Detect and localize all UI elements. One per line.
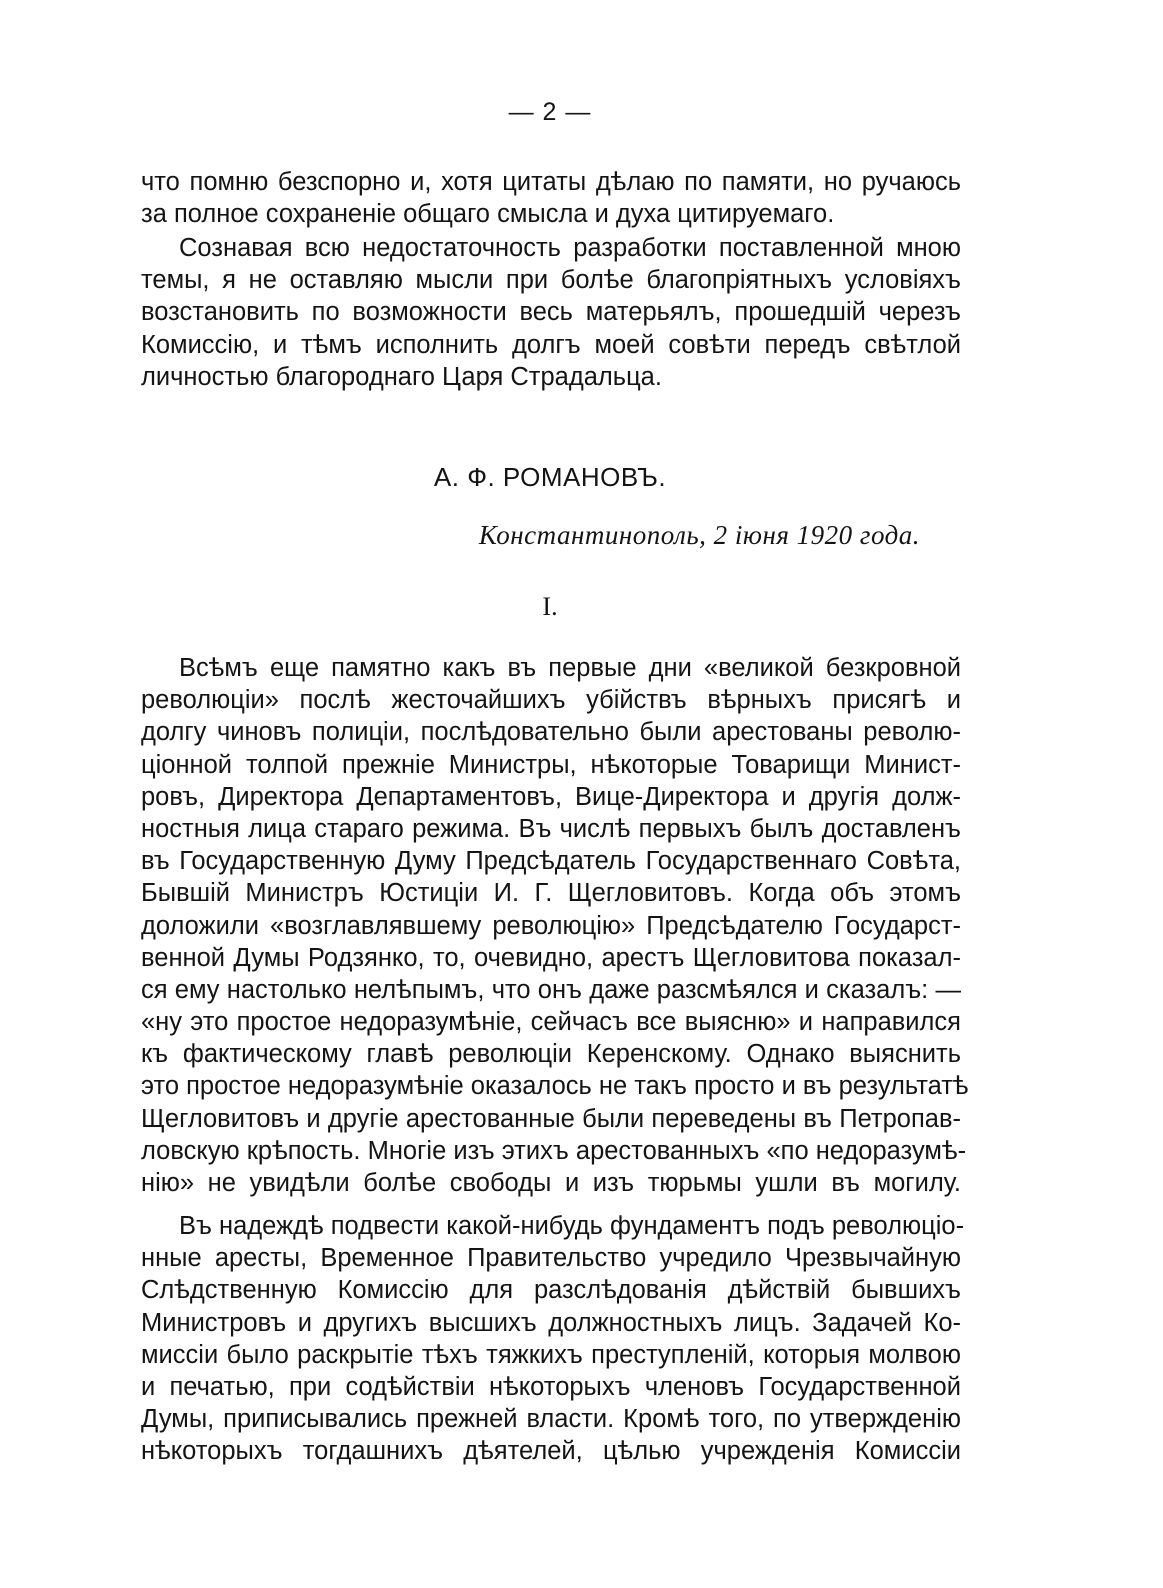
text-line: Думы, приписывались прежней власти. Кромѣ того, по утвержденію [141,1405,961,1434]
author-signature: А. Ф. РОМАНОВЪ. [433,462,667,492]
text-line: «ну это простое недоразумѣніе, сейчасъ все выясню» и направился [141,1008,961,1037]
text-line: доложили «возглавлявшему революцію» Предсѣдателю Государст- [141,911,961,940]
text-line: что помню безспорно и, хотя цитаты дѣлаю по памяти, но ручаюсь [141,168,961,196]
section-number: I. [542,592,558,621]
text-line: Комиссію, и тѣмъ исполнить долгъ моей совѣти передъ свѣтлой [141,330,961,359]
place-date: Константинополь, 2 іюня 1920 года. [478,520,920,550]
text-line: революціи» послѣ жесточайшихъ убійствъ вѣрныхъ присягѣ и [141,686,961,715]
text-line: нѣкоторыхъ тогдашнихъ дѣятелей, цѣлью учрежденія Комиссіи [141,1437,961,1466]
text-line: за полное сохраненіе общаго смысла и духа цитируемаго. [141,200,835,229]
text-line: долгу чиновъ полиціи, послѣдовательно были арестованы револю- [141,718,961,747]
text-line: это простое недоразумѣніе оказалось не такъ просто и въ результатѣ [141,1072,969,1101]
text-line: ловскую крѣпость. Многіе изъ этихъ арестованныхъ «по недоразумѣ- [141,1136,967,1165]
text-line: возстановить по возможности весь матерьялъ, прошедшій черезъ [141,298,961,327]
text-line: и печатью, при содѣйствіи нѣкоторыхъ членовъ Государственной [141,1372,961,1401]
text-line: Бывшій Министръ Юстиціи И. Г. Щегловитовъ. Когда объ этомъ [141,879,961,908]
text-line: ностныя лица стараго режима. Въ числѣ первыхъ былъ доставленъ [141,814,961,843]
text-line: ціонной толпой прежніе Министры, нѣкоторые Товарищи Минист- [141,750,961,779]
text-line: къ фактическому главѣ революціи Керенскому. Однако выяснить [141,1040,961,1069]
text-line: миссіи было раскрытіе тѣхъ тяжкихъ преступленій, которыя молвою [141,1340,961,1369]
text-line: нные аресты, Временное Правительство учредило Чрезвычайную [141,1244,961,1273]
text-line: Щегловитовъ и другіе арестованные были переведены въ Петропав- [141,1104,961,1133]
page-number: — 2 — [508,98,592,126]
text-line: венной Думы Родзянко, то, очевидно, арестъ Щегловитова показал- [141,943,961,972]
intro-paragraph-2 [141,232,961,393]
text-line: ся ему настолько нелѣпымъ, что онъ даже разсмѣялся и сказалъ: — [141,975,961,1004]
text-line: Министровъ и другихъ высшихъ должностныхъ лицъ. Задачей Ко- [141,1308,961,1337]
section-paragraph-2 [141,1210,965,1468]
intro-paragraph-1 [141,166,961,230]
text-line: личностью благороднаго Царя Страдальца. [141,362,662,391]
text-line: ровъ, Директора Департаментовъ, Вице-Директора и другія долж- [141,782,961,811]
text-line: Всѣмъ еще памятно какъ въ первые дни «великой безкровной [179,654,961,682]
text-line: нію» не увидѣли болѣе свободы и изъ тюрьмы ушли въ могилу. [141,1169,961,1197]
text-line: Слѣдственную Комиссію для разслѣдованія дѣйствій бывшихъ [141,1276,961,1305]
text-line: въ Государственную Думу Предсѣдатель Государственнаго Совѣта, [141,847,961,876]
text-line: темы, я не оставляю мысли при болѣе благопріятныхъ условіяхъ [141,266,961,295]
text-line: Въ надеждѣ подвести какой-нибудь фундаментъ подъ революціо- [179,1212,965,1240]
text-line: Сознавая всю недостаточность разработки поставленной мною [179,234,961,262]
section-paragraph-1 [141,652,969,1199]
